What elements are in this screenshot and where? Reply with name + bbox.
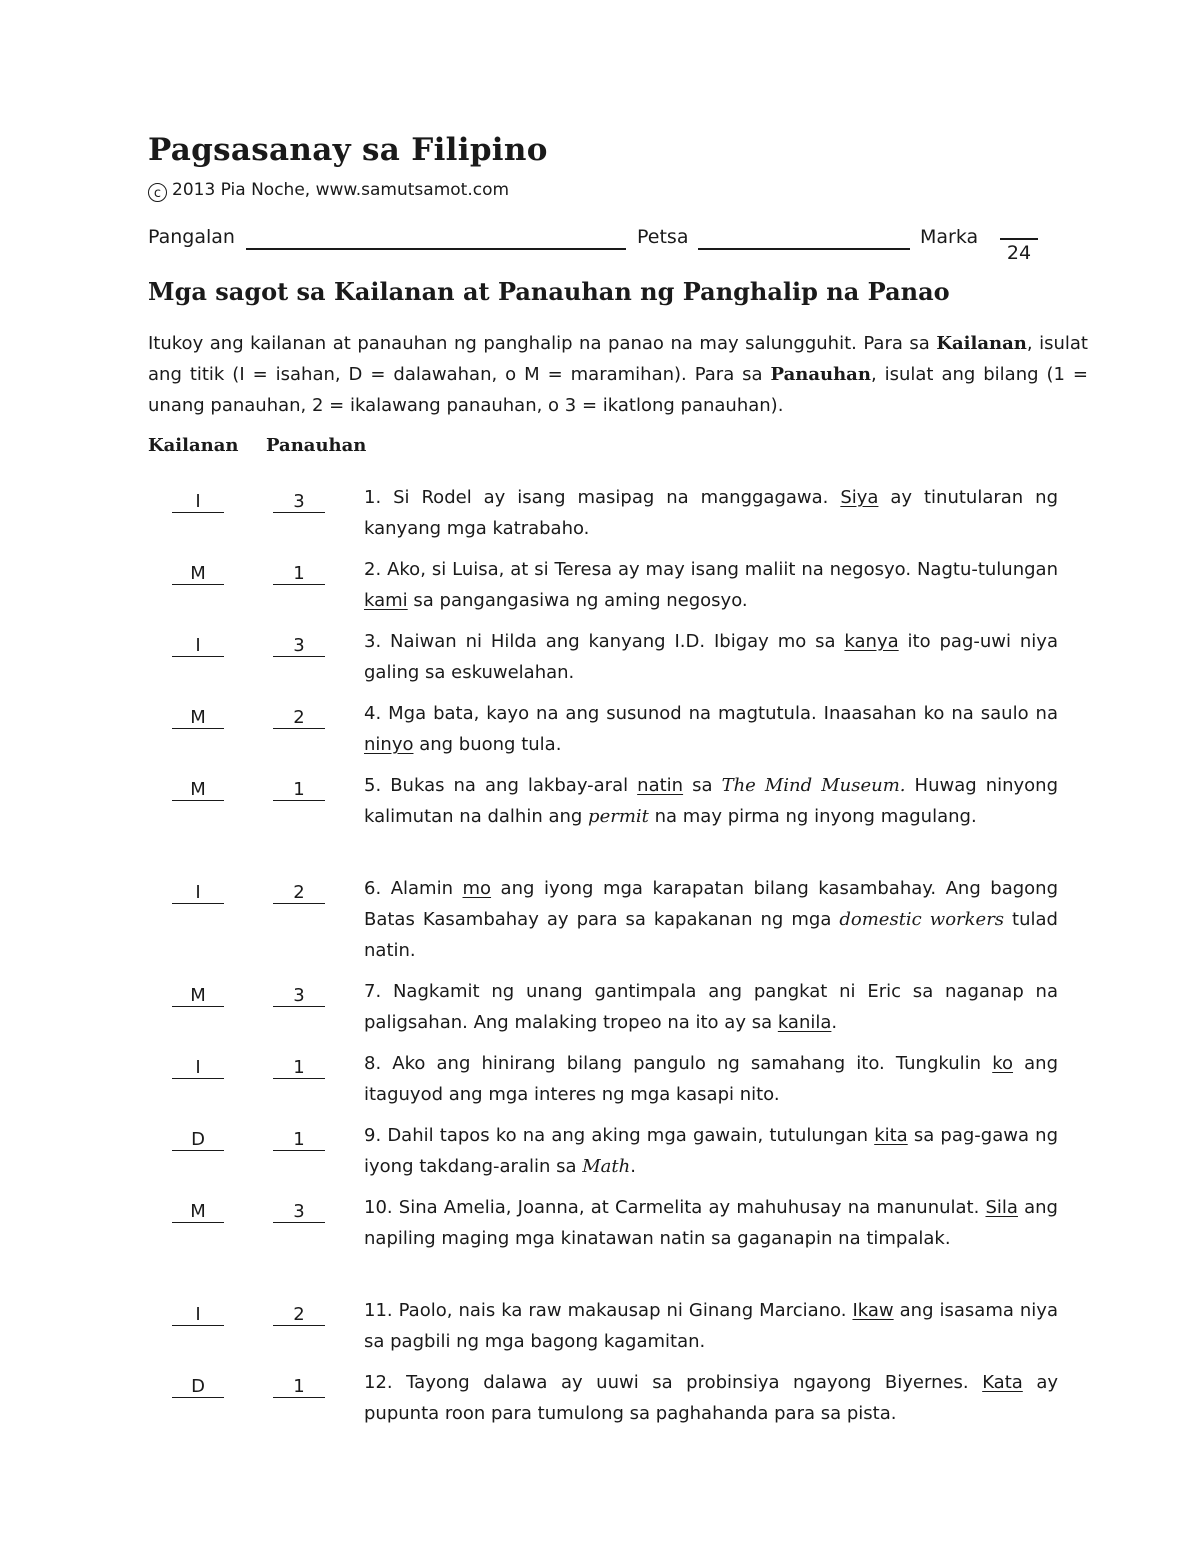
kailanan-answer[interactable]: M <box>172 563 224 585</box>
section-title: Mga sagot sa Kailanan at Panauhan ng Panghalip na Panao <box>148 277 950 306</box>
copyright-icon: c <box>148 183 167 202</box>
question-text-part: Huwag ninyong kalimutan na dalhin ang <box>364 775 1059 827</box>
kailanan-answer[interactable]: M <box>172 985 224 1007</box>
panauhan-answer[interactable]: 1 <box>273 1376 325 1398</box>
question-text-part: ang buong tula. <box>413 734 562 755</box>
kailanan-answer[interactable]: I <box>172 1304 224 1326</box>
question-text <box>364 1295 1058 1357</box>
question-text-part: ang napiling maging mga kinatawan natin sa gaganapin na timpalak. <box>364 1197 1058 1249</box>
underlined-pronoun: ko <box>992 1053 1014 1074</box>
kailanan-answer[interactable]: I <box>172 1057 224 1079</box>
question-text-part: . <box>630 1156 636 1177</box>
underlined-pronoun: kami <box>364 590 408 611</box>
instructions <box>148 328 1088 421</box>
panauhan-answer[interactable]: 3 <box>273 985 325 1007</box>
question-text-part: ito pag-uwi niya galing sa eskuwelahan. <box>364 631 1058 683</box>
question-text <box>364 1048 1058 1110</box>
kailanan-answer[interactable]: I <box>172 635 224 657</box>
question-text-part: 4. Mga bata, kayo na ang susunod na magtutula. Inaasahan ko na saulo na <box>364 703 1058 724</box>
panauhan-answer[interactable]: 2 <box>273 707 325 729</box>
underlined-pronoun: Kata <box>982 1372 1023 1393</box>
kailanan-bold: Kailanan <box>936 333 1027 354</box>
question-text <box>364 873 1058 966</box>
question-text-part: 11. Paolo, nais ka raw makausap ni Ginang Marciano. <box>364 1300 853 1321</box>
kailanan-answer[interactable]: M <box>172 707 224 729</box>
copyright-text: 2013 Pia Noche, www.samutsamot.com <box>172 180 510 200</box>
question-text-part: na may pirma ng inyong magulang. <box>648 806 977 827</box>
question-text-part: 12. Tayong dalawa ay uuwi sa probinsiya ngayong Biyernes. <box>364 1372 983 1393</box>
question-text-part: 5. Bukas na ang lakbay-aral <box>364 775 638 796</box>
underlined-pronoun: Siya <box>840 487 879 508</box>
panauhan-answer[interactable]: 2 <box>273 1304 325 1326</box>
kailanan-answer[interactable]: M <box>172 779 224 801</box>
underlined-pronoun: kanya <box>844 631 899 652</box>
score-fraction[interactable] <box>1000 216 1038 264</box>
score-total: 24 <box>1006 241 1032 264</box>
question-text-part: 8. Ako ang hinirang bilang pangulo ng samahang ito. Tungkulin <box>364 1053 993 1074</box>
kailanan-answer[interactable]: I <box>172 491 224 513</box>
question-text <box>364 976 1058 1038</box>
question-text-part: 10. Sina Amelia, Joanna, at Carmelita ay mahuhusay na manunulat. <box>364 1197 986 1218</box>
name-blank[interactable] <box>246 248 626 250</box>
question-text <box>364 1367 1058 1429</box>
panauhan-answer[interactable]: 1 <box>273 1129 325 1151</box>
underlined-pronoun: kita <box>874 1125 908 1146</box>
kailanan-answer[interactable]: M <box>172 1201 224 1223</box>
question-text-part: ang iyong mga karapatan bilang kasambahay. Ang bagong Batas Kasambahay ay para sa kapakanan ng mga <box>364 878 1058 930</box>
underlined-pronoun: kanila <box>777 1012 832 1033</box>
underlined-pronoun: natin <box>637 775 684 796</box>
question-text <box>364 626 1058 688</box>
panauhan-answer[interactable]: 3 <box>273 635 325 657</box>
question-text-part: 3. Naiwan ni Hilda ang kanyang I.D. Ibigay mo sa <box>364 631 845 652</box>
underlined-pronoun: Sila <box>985 1197 1018 1218</box>
question-text-part: 2. Ako, si Luisa, at si Teresa ay may isang maliit na negosyo. Nagtu-tulungan <box>364 559 1058 580</box>
question-text-part: ang isasama niya sa pagbili ng mga bagong kagamitan. <box>364 1300 1058 1352</box>
question-text <box>364 1192 1058 1254</box>
question-text <box>364 698 1058 760</box>
italic-term: permit <box>588 806 649 827</box>
kailanan-answer[interactable]: I <box>172 882 224 904</box>
score-blank <box>1000 238 1038 240</box>
panauhan-answer[interactable]: 1 <box>273 1057 325 1079</box>
kailanan-answer[interactable]: D <box>172 1376 224 1398</box>
question-text-part: 9. Dahil tapos ko na ang aking mga gawain, tutulungan <box>364 1125 875 1146</box>
italic-term: The Mind Museum. <box>721 775 906 796</box>
question-text-part: 1. Si Rodel ay isang masipag na manggagawa. <box>364 487 841 508</box>
panauhan-answer[interactable]: 3 <box>273 1201 325 1223</box>
question-text <box>364 482 1058 544</box>
panauhan-answer[interactable]: 3 <box>273 491 325 513</box>
italic-term: domestic workers <box>839 909 1005 930</box>
question-text-part: 7. Nagkamit ng unang gantimpala ang pangkat ni Eric sa naganap na paligsahan. Ang malaking tropeo na ito ay sa <box>364 981 1058 1033</box>
underlined-pronoun: Ikaw <box>852 1300 894 1321</box>
underlined-pronoun: ninyo <box>364 734 414 755</box>
column-header-panauhan: Panauhan <box>266 435 367 456</box>
instructions-part-2: , isulat ang titik (I = isahan, D = dalawahan, o M = maramihan). Para sa <box>148 333 1088 385</box>
question-text <box>364 1120 1058 1182</box>
question-text-part: . <box>831 1012 838 1033</box>
question-text-part: sa <box>683 775 722 796</box>
question-text-part: ang itaguyod ang mga interes ng mga kasapi nito. <box>364 1053 1059 1105</box>
panauhan-answer[interactable]: 1 <box>273 779 325 801</box>
instructions-part-3: , isulat ang bilang (1 = unang panauhan, 2 = ikalawang panauhan, o 3 = ikatlong panauhan). <box>148 364 1089 416</box>
question-text-part: tulad natin. <box>364 909 1058 961</box>
underlined-pronoun: mo <box>462 878 492 899</box>
kailanan-answer[interactable]: D <box>172 1129 224 1151</box>
date-label: Petsa <box>637 226 689 248</box>
copyright-line <box>148 180 509 202</box>
instructions-part-1: Itukoy ang kailanan at panauhan ng panghalip na panao na may salungguhit. Para sa <box>148 333 937 354</box>
italic-term: Math <box>582 1156 631 1177</box>
question-text-part: ay pupunta roon para tumulong sa paghahanda para sa pista. <box>364 1372 1059 1424</box>
page-title: Pagsasanay sa Filipino <box>148 132 548 168</box>
panauhan-answer[interactable]: 1 <box>273 563 325 585</box>
column-header-kailanan: Kailanan <box>148 435 239 456</box>
panauhan-answer[interactable]: 2 <box>273 882 325 904</box>
question-text-part: sa pangangasiwa ng aming negosyo. <box>407 590 748 611</box>
question-text <box>364 770 1058 832</box>
question-text <box>364 554 1058 616</box>
question-text-part: ay tinutularan ng kanyang mga katrabaho. <box>364 487 1058 539</box>
date-blank[interactable] <box>698 248 910 250</box>
question-text-part: 6. Alamin <box>364 878 463 899</box>
panauhan-bold: Panauhan <box>770 364 871 385</box>
question-text-part: sa pag-gawa ng iyong takdang-aralin sa <box>364 1125 1058 1177</box>
score-label: Marka <box>920 226 979 248</box>
name-label: Pangalan <box>148 226 235 248</box>
